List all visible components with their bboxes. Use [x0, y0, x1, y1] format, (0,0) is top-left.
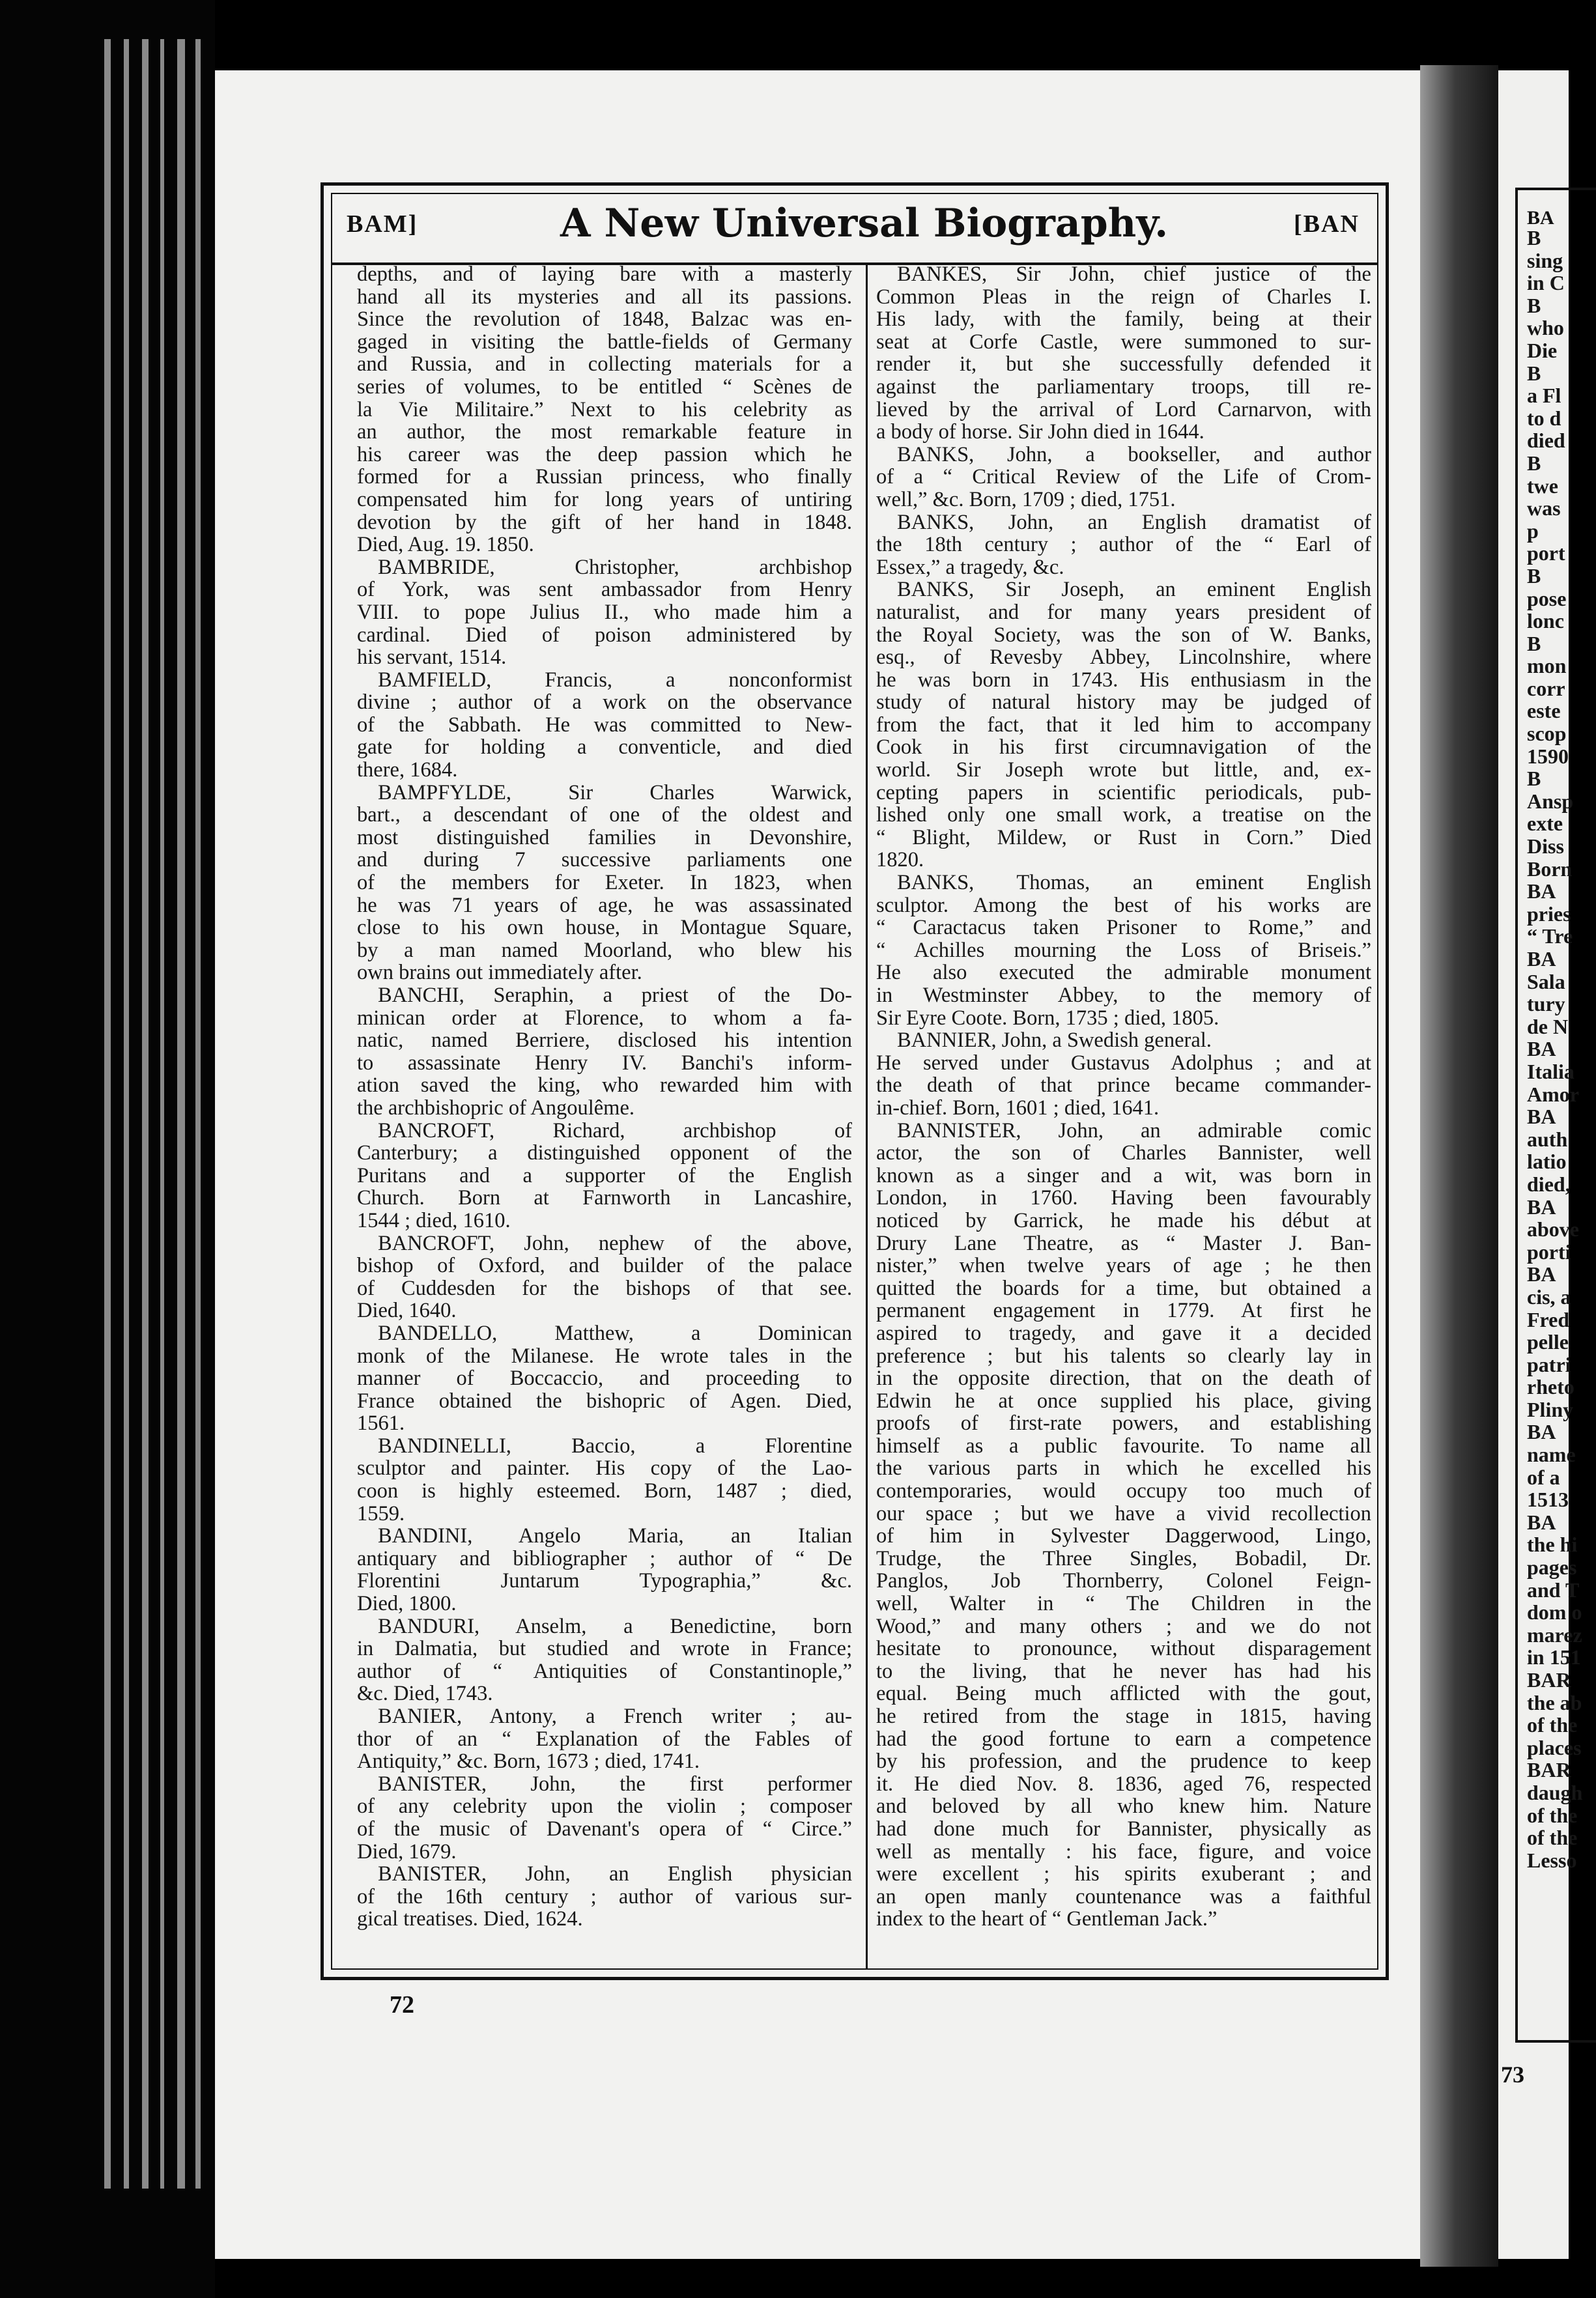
next-page-line-fragment: marez — [1527, 1623, 1582, 1647]
text-line: the 18th century ; author of the “ Earl of — [876, 533, 1371, 557]
text-line: BANISTER, John, the first performer — [378, 1772, 852, 1796]
text-line: BANKS, Thomas, an eminent English — [897, 871, 1371, 895]
text-line: his career was the deep passion which he — [357, 442, 852, 466]
text-line: 1544 ; died, 1610. — [357, 1208, 511, 1232]
next-page-line-fragment: patri — [1527, 1352, 1571, 1376]
next-page-line-fragment: the hi — [1527, 1533, 1578, 1557]
next-page-line-fragment: B — [1527, 361, 1541, 385]
text-line: Trudge, the Three Singles, Bobadil, Dr. — [876, 1546, 1371, 1570]
text-line: Church. Born at Farnworth in Lancashire, — [357, 1186, 852, 1210]
text-line: depths, and of laying bare with a masterly — [357, 262, 852, 286]
next-page-line-fragment: of the — [1527, 1826, 1578, 1850]
text-line: Edwin he at once supplied his place, giving — [876, 1389, 1371, 1413]
binding-stripe — [195, 39, 201, 2189]
text-line: the Royal Society, was the son of W. Banks, — [876, 623, 1371, 647]
next-page-line-fragment: daugh — [1527, 1780, 1583, 1804]
next-page-line-fragment: places — [1527, 1735, 1582, 1759]
next-page-line-fragment: BA — [1527, 1420, 1556, 1444]
text-line: cepting papers in scientific periodicals, pub- — [876, 780, 1371, 804]
text-line: gaged in visiting the battle-fields of Germany — [357, 330, 852, 354]
text-line: a body of horse. Sir John died in 1644. — [876, 420, 1204, 444]
text-line: la Vie Militaire.” Next to his celebrity as — [357, 397, 852, 421]
text-line: bart., a descendant of one of the oldest and — [357, 803, 852, 827]
next-page-line-fragment: tury — [1527, 992, 1565, 1016]
text-line: he retired from the stage in 1815, having — [876, 1705, 1371, 1728]
text-line: and Russia, and in collecting materials for a — [357, 352, 852, 376]
next-page-line-fragment: Sala — [1527, 969, 1565, 993]
text-line: sculptor. Among the best of his works are — [876, 893, 1371, 917]
text-line: hand all its mysteries and all its passions. — [357, 285, 852, 309]
text-line: close to his own house, in Montague Square, — [357, 916, 852, 940]
text-line: his servant, 1514. — [357, 645, 507, 670]
text-line: seat at Corfe Castle, were summoned to sur- — [876, 330, 1371, 354]
text-line: quitted the boards for a time, but obtained a — [876, 1276, 1371, 1300]
text-line: the various parts in which he excelled his — [876, 1456, 1371, 1481]
text-line: of York, was sent ambassador from Henry — [357, 578, 852, 602]
text-line: antiquary and bibliographer ; author of “ De — [357, 1546, 852, 1570]
text-line: known as a singer and a wit, was born in — [876, 1163, 1371, 1187]
text-line: actor, the son of Charles Bannister, well — [876, 1141, 1371, 1165]
next-page-line-fragment: BA — [1527, 1195, 1556, 1219]
text-line: equal. Being much afflicted with the gout, — [876, 1682, 1371, 1706]
text-line: world. Sir Joseph wrote but little, and, ex- — [876, 758, 1371, 782]
text-line: Since the revolution of 1848, Balzac was en- — [357, 307, 852, 332]
text-line: the death of that prince became commander- — [876, 1073, 1371, 1098]
text-line: lished only one small work, a treatise on the — [876, 803, 1371, 827]
text-line: of him in Sylvester Daggerwood, Lingo, — [876, 1524, 1371, 1548]
text-line: VIII. to pope Julius II., who made him a — [357, 600, 852, 624]
text-line: BANCROFT, John, nephew of the above, — [378, 1231, 852, 1255]
text-line: BANDINI, Angelo Maria, an Italian — [378, 1524, 852, 1548]
text-line: He served under Gustavus Adolphus ; and at — [876, 1051, 1371, 1075]
text-line: cardinal. Died of poison administered by — [357, 623, 852, 647]
text-line: of the Sabbath. He was committed to New- — [357, 713, 852, 737]
next-page-line-fragment: Amor — [1527, 1082, 1579, 1106]
text-line: of Cuddesden for the bishops of that see. — [357, 1276, 852, 1300]
text-line: BANNIER, John, a Swedish general. — [897, 1028, 1212, 1053]
text-line: of any celebrity upon the violin ; composer — [357, 1794, 852, 1819]
text-line: to assassinate Henry IV. Banchi's inform- — [357, 1051, 852, 1075]
text-line: index to the heart of “ Gentleman Jack.” — [876, 1907, 1218, 1931]
text-line: Canterbury; a distinguished opponent of the — [357, 1141, 852, 1165]
text-line: France obtained the bishopric of Agen. Died, — [357, 1389, 852, 1413]
text-line: hesitate to pronounce, without disparagement — [876, 1637, 1371, 1661]
text-line: own brains out immediately after. — [357, 961, 642, 985]
text-line: had done much for Bannister, physically as — [876, 1817, 1371, 1841]
text-line: aspired to tragedy, and gave it a decided — [876, 1321, 1371, 1345]
text-line: in-chief. Born, 1601 ; died, 1641. — [876, 1096, 1160, 1120]
next-page-line-fragment: and T — [1527, 1578, 1580, 1602]
next-page-line-fragment: 1513 — [1527, 1488, 1569, 1512]
next-page-text-fragments — [1527, 226, 1583, 1872]
text-line: Drury Lane Theatre, as “ Master J. Ban- — [876, 1231, 1371, 1255]
next-page-line-fragment: died, — [1527, 1172, 1571, 1196]
text-line: study of natural history may be judged of — [876, 690, 1371, 715]
text-line: of the music of Davenant's opera of “ Circe.” — [357, 1817, 852, 1841]
text-line: 1820. — [876, 848, 924, 872]
text-line: Cook in his first circumnavigation of the — [876, 735, 1371, 759]
next-page-line-fragment: latio — [1527, 1150, 1567, 1174]
running-title: A New Universal Biography. — [560, 201, 1169, 246]
text-line: well,” &c. Born, 1709 ; died, 1751. — [876, 487, 1176, 511]
text-line: most distinguished families in Devonshire, — [357, 825, 852, 849]
left-column-text — [357, 263, 852, 1931]
next-page-line-fragment: de N — [1527, 1014, 1569, 1038]
next-page-line-fragment: BA — [1527, 1105, 1556, 1129]
next-page-line-fragment: of the — [1527, 1803, 1578, 1827]
text-line: BANISTER, John, an English physician — [378, 1862, 852, 1886]
next-page-line-fragment: Italia — [1527, 1059, 1575, 1083]
binding-stripe — [124, 39, 129, 2189]
text-line: he was 71 years of age, he was assassinated — [357, 893, 852, 917]
text-line: BAMBRIDE, Christopher, archbishop — [378, 555, 852, 579]
text-line: BANIER, Antony, a French writer ; au- — [378, 1705, 852, 1728]
text-line: our space ; but we have a vivid recollection — [876, 1501, 1371, 1525]
text-line: himself as a public favourite. To name all — [876, 1434, 1371, 1458]
text-line: Wood,” and many others ; and we do not — [876, 1614, 1371, 1638]
text-line: He also executed the admirable monument — [876, 961, 1371, 985]
text-line: Died, Aug. 19. 1850. — [357, 533, 534, 557]
text-line: compensated him for long years of untiring — [357, 487, 852, 511]
next-page-line-fragment: pelle — [1527, 1330, 1569, 1354]
text-line: natic, named Berriere, disclosed his intention — [357, 1028, 852, 1053]
text-line: BANKS, Sir Joseph, an eminent English — [897, 578, 1371, 602]
next-page-line-fragment: p — [1527, 518, 1539, 543]
text-line: contemporaries, would occupy too much of — [876, 1479, 1371, 1503]
next-page-line-fragment: B — [1527, 293, 1541, 317]
next-page-line-fragment: to d — [1527, 406, 1561, 430]
next-page-line-fragment: Lesso — [1527, 1848, 1577, 1872]
next-page-line-fragment: “ Tre — [1527, 924, 1573, 948]
binding-stripe — [177, 39, 185, 2189]
text-line: of the members for Exeter. In 1823, when — [357, 871, 852, 895]
next-page-number: 73 — [1501, 2062, 1524, 2088]
text-line: London, in 1760. Having been favourably — [876, 1186, 1371, 1210]
next-page-line-fragment: BA — [1527, 879, 1556, 903]
text-line: “ Caractacus taken Prisoner to Rome,” and — [876, 916, 1371, 940]
next-page-line-fragment: B — [1527, 451, 1541, 475]
text-line: nister,” when twelve years of age ; he then — [876, 1254, 1371, 1278]
next-page-line-fragment: Ansp — [1527, 789, 1574, 813]
text-line: monk of the Milanese. He wrote tales in the — [357, 1344, 852, 1368]
next-page-line-fragment: 1590 — [1527, 744, 1569, 768]
next-page-line-fragment: pages — [1527, 1555, 1577, 1580]
text-line: against the parliamentary troops, till re- — [876, 375, 1371, 399]
next-page-line-fragment: a Fl — [1527, 384, 1561, 408]
text-line: and during 7 successive parliaments one — [357, 848, 852, 872]
text-line: BANDINELLI, Baccio, a Florentine — [378, 1434, 852, 1458]
text-line: proofs of first-rate powers, and establishing — [876, 1411, 1371, 1436]
next-page-line-fragment: BA — [1527, 947, 1556, 971]
next-page-line-fragment: exte — [1527, 812, 1563, 836]
text-line: Essex,” a tragedy, &c. — [876, 555, 1064, 579]
running-head-left: BAM] — [347, 210, 418, 238]
text-line: BANDELLO, Matthew, a Dominican — [378, 1321, 852, 1345]
text-line: esq., of Revesby Abbey, Lincolnshire, where — [876, 645, 1371, 670]
text-line: naturalist, and for many years president of — [876, 600, 1371, 624]
next-page-line-fragment: porti — [1527, 1240, 1571, 1264]
text-line: Florentini Juntarum Typographia,” &c. — [357, 1569, 852, 1593]
text-line: Died, 1679. — [357, 1839, 457, 1864]
text-line: devotion by the gift of her hand in 1848. — [357, 510, 852, 534]
next-page-line-fragment: este — [1527, 699, 1561, 723]
text-line: BANCHI, Seraphin, a priest of the Do- — [378, 984, 852, 1007]
text-line: in the opposite direction, that on the death of — [876, 1367, 1371, 1391]
text-line: in Westminster Abbey, to the memory of — [876, 984, 1371, 1007]
text-line: bishop of Oxford, and builder of the palace — [357, 1254, 852, 1278]
text-line: 1559. — [357, 1501, 405, 1525]
next-page-line-fragment: Pliny — [1527, 1397, 1574, 1421]
text-line: His lady, with the family, being at their — [876, 307, 1371, 332]
text-line: BANKS, John, an English dramatist of — [897, 510, 1371, 534]
text-line: coon is highly esteemed. Born, 1487 ; died, — [357, 1479, 852, 1503]
next-page-line-fragment: lonc — [1527, 609, 1564, 633]
text-line: were excellent ; his spirits exuberant ; and — [876, 1862, 1371, 1886]
text-line: it. He died Nov. 8. 1836, aged 76, respected — [876, 1772, 1371, 1796]
next-page-line-fragment: B — [1527, 631, 1541, 655]
text-line: permanent engagement in 1779. At first he — [876, 1299, 1371, 1323]
next-page-line-fragment: of a — [1527, 1465, 1560, 1489]
text-line: well as mentally : his face, figure, and voice — [876, 1839, 1371, 1864]
text-line: BANKES, Sir John, chief justice of the — [897, 262, 1371, 286]
next-page-line-fragment: died — [1527, 429, 1565, 453]
binding-stripe — [104, 39, 111, 2189]
text-line: gate for holding a conventicle, and died — [357, 735, 852, 759]
text-line: Puritans and a supporter of the English — [357, 1163, 852, 1187]
next-page-line-fragment: twe — [1527, 474, 1558, 498]
text-line: BANCROFT, Richard, archbishop of — [378, 1118, 852, 1142]
text-line: had the good fortune to earn a competence — [876, 1727, 1371, 1751]
text-line: by his profession, and the prudence to keep — [876, 1750, 1371, 1774]
running-head-right: [BAN — [1294, 210, 1360, 238]
next-page-line-fragment: auth — [1527, 1127, 1568, 1151]
text-line: BANDURI, Anselm, a Benedictine, born — [378, 1614, 852, 1638]
next-page-line-fragment: who — [1527, 316, 1564, 340]
text-line: of a “ Critical Review of the Life of Crom- — [876, 465, 1371, 489]
text-line: render it, but she successfully defended it — [876, 352, 1371, 376]
text-line: gical treatises. Died, 1624. — [357, 1907, 583, 1931]
text-line: BANNISTER, John, an admirable comic — [897, 1118, 1371, 1142]
binding-stripe — [160, 39, 164, 2189]
next-page-line-fragment: BAR — [1527, 1668, 1571, 1692]
next-page-line-fragment: sing — [1527, 248, 1563, 272]
next-page-line-fragment: port — [1527, 541, 1565, 565]
text-line: 1561. — [357, 1411, 405, 1436]
text-line: formed for a Russian princess, who finally — [357, 465, 852, 489]
text-line: divine ; author of a work on the observance — [357, 690, 852, 715]
text-line: Antiquity,” &c. Born, 1673 ; died, 1741. — [357, 1750, 700, 1774]
next-page-line-fragment: pries — [1527, 901, 1571, 926]
next-page-line-fragment: mon — [1527, 654, 1567, 678]
next-page-line-fragment: scop — [1527, 722, 1567, 746]
next-page-line-fragment: corr — [1527, 676, 1565, 700]
text-line: series of volumes, to be entitled “ Scènes de — [357, 375, 852, 399]
next-page-line-fragment: Die — [1527, 338, 1558, 362]
text-line: author of “ Antiquities of Constantinople,” — [357, 1659, 852, 1683]
text-line: there, 1684. — [357, 758, 458, 782]
text-line: BAMPFYLDE, Sir Charles Warwick, — [378, 780, 852, 804]
next-page-line-fragment: in C — [1527, 271, 1565, 295]
text-line: by a man named Moorland, who blew his — [357, 938, 852, 962]
next-page-line-fragment: in 151 — [1527, 1645, 1581, 1669]
next-page-line-fragment: B — [1527, 226, 1541, 249]
text-line: sculptor and painter. His copy of the Lao- — [357, 1456, 852, 1481]
page-gutter-shadow — [1420, 65, 1498, 2267]
text-line: Died, 1640. — [357, 1299, 457, 1323]
next-page-line-fragment: dom o — [1527, 1600, 1582, 1624]
next-page-line-fragment: Born — [1527, 857, 1573, 881]
text-line: manner of Boccaccio, and proceeding to — [357, 1367, 852, 1391]
text-line: thor of an “ Explanation of the Fables of — [357, 1727, 852, 1751]
text-line: “ Achilles mourning the Loss of Briseis.” — [876, 938, 1371, 962]
next-page-line-fragment: above — [1527, 1217, 1579, 1241]
text-line: ation saved the king, who rewarded him with — [357, 1073, 852, 1098]
page-number: 72 — [390, 1991, 414, 2019]
next-page-line-fragment: name — [1527, 1443, 1576, 1467]
text-line: Died, 1800. — [357, 1592, 457, 1616]
text-line: preference ; but his talents so clearly lay in — [876, 1344, 1371, 1368]
text-line: an author, the most remarkable feature in — [357, 420, 852, 444]
next-page-line-fragment: of the — [1527, 1713, 1578, 1737]
text-line: noticed by Garrick, he made his début at — [876, 1208, 1371, 1232]
next-page-line-fragment: the ab — [1527, 1690, 1582, 1714]
text-line: and beloved by all who knew him. Nature — [876, 1794, 1371, 1819]
binding-stripe — [142, 39, 149, 2189]
text-line: to the living, that he never has had his — [876, 1659, 1371, 1683]
text-line: Panglos, Job Thornberry, Colonel Feign- — [876, 1569, 1371, 1593]
text-line: BANKS, John, a bookseller, and author — [897, 442, 1371, 466]
text-line: “ Blight, Mildew, or Rust in Corn.” Died — [876, 825, 1371, 849]
next-page-line-fragment: B — [1527, 767, 1541, 791]
text-line: an open manly countenance was a faithful — [876, 1884, 1371, 1908]
text-line: from the fact, that it led him to accompany — [876, 713, 1371, 737]
text-line: BAMFIELD, Francis, a nonconformist — [378, 668, 852, 692]
text-line: in Dalmatia, but studied and wrote in France; — [357, 1637, 852, 1661]
right-column-text — [876, 263, 1371, 1931]
text-line: of the 16th century ; author of various sur- — [357, 1884, 852, 1908]
next-page-header-fragment: BA — [1527, 207, 1554, 229]
next-page-line-fragment: was — [1527, 496, 1561, 520]
text-line: minican order at Florence, to whom a fa- — [357, 1006, 852, 1030]
text-line: lieved by the arrival of Lord Carnarvon, with — [876, 397, 1371, 421]
next-page-line-fragment: rheto — [1527, 1375, 1575, 1399]
next-page-line-fragment: BA — [1527, 1510, 1556, 1534]
next-page-line-fragment: BA — [1527, 1037, 1556, 1061]
next-page-line-fragment: Diss — [1527, 834, 1564, 858]
next-page-line-fragment: BA — [1527, 1262, 1556, 1286]
column-divider — [866, 265, 868, 1968]
next-page-line-fragment: BAR — [1527, 1758, 1571, 1782]
next-page-line-fragment: Fred — [1527, 1307, 1570, 1331]
text-line: Common Pleas in the reign of Charles I. — [876, 285, 1371, 309]
text-line: well, Walter in “ The Children in the — [876, 1592, 1371, 1616]
book-page-right-fragment — [1498, 70, 1583, 2259]
text-line: Sir Eyre Coote. Born, 1735 ; died, 1805. — [876, 1006, 1219, 1030]
next-page-line-fragment: pose — [1527, 586, 1567, 610]
text-line: &c. Died, 1743. — [357, 1682, 493, 1706]
next-page-line-fragment: cis, a — [1527, 1284, 1571, 1309]
next-page-line-fragment: B — [1527, 563, 1541, 588]
text-line: the archbishopric of Angoulême. — [357, 1096, 634, 1120]
text-line: he was born in 1743. His enthusiasm in the — [876, 668, 1371, 692]
